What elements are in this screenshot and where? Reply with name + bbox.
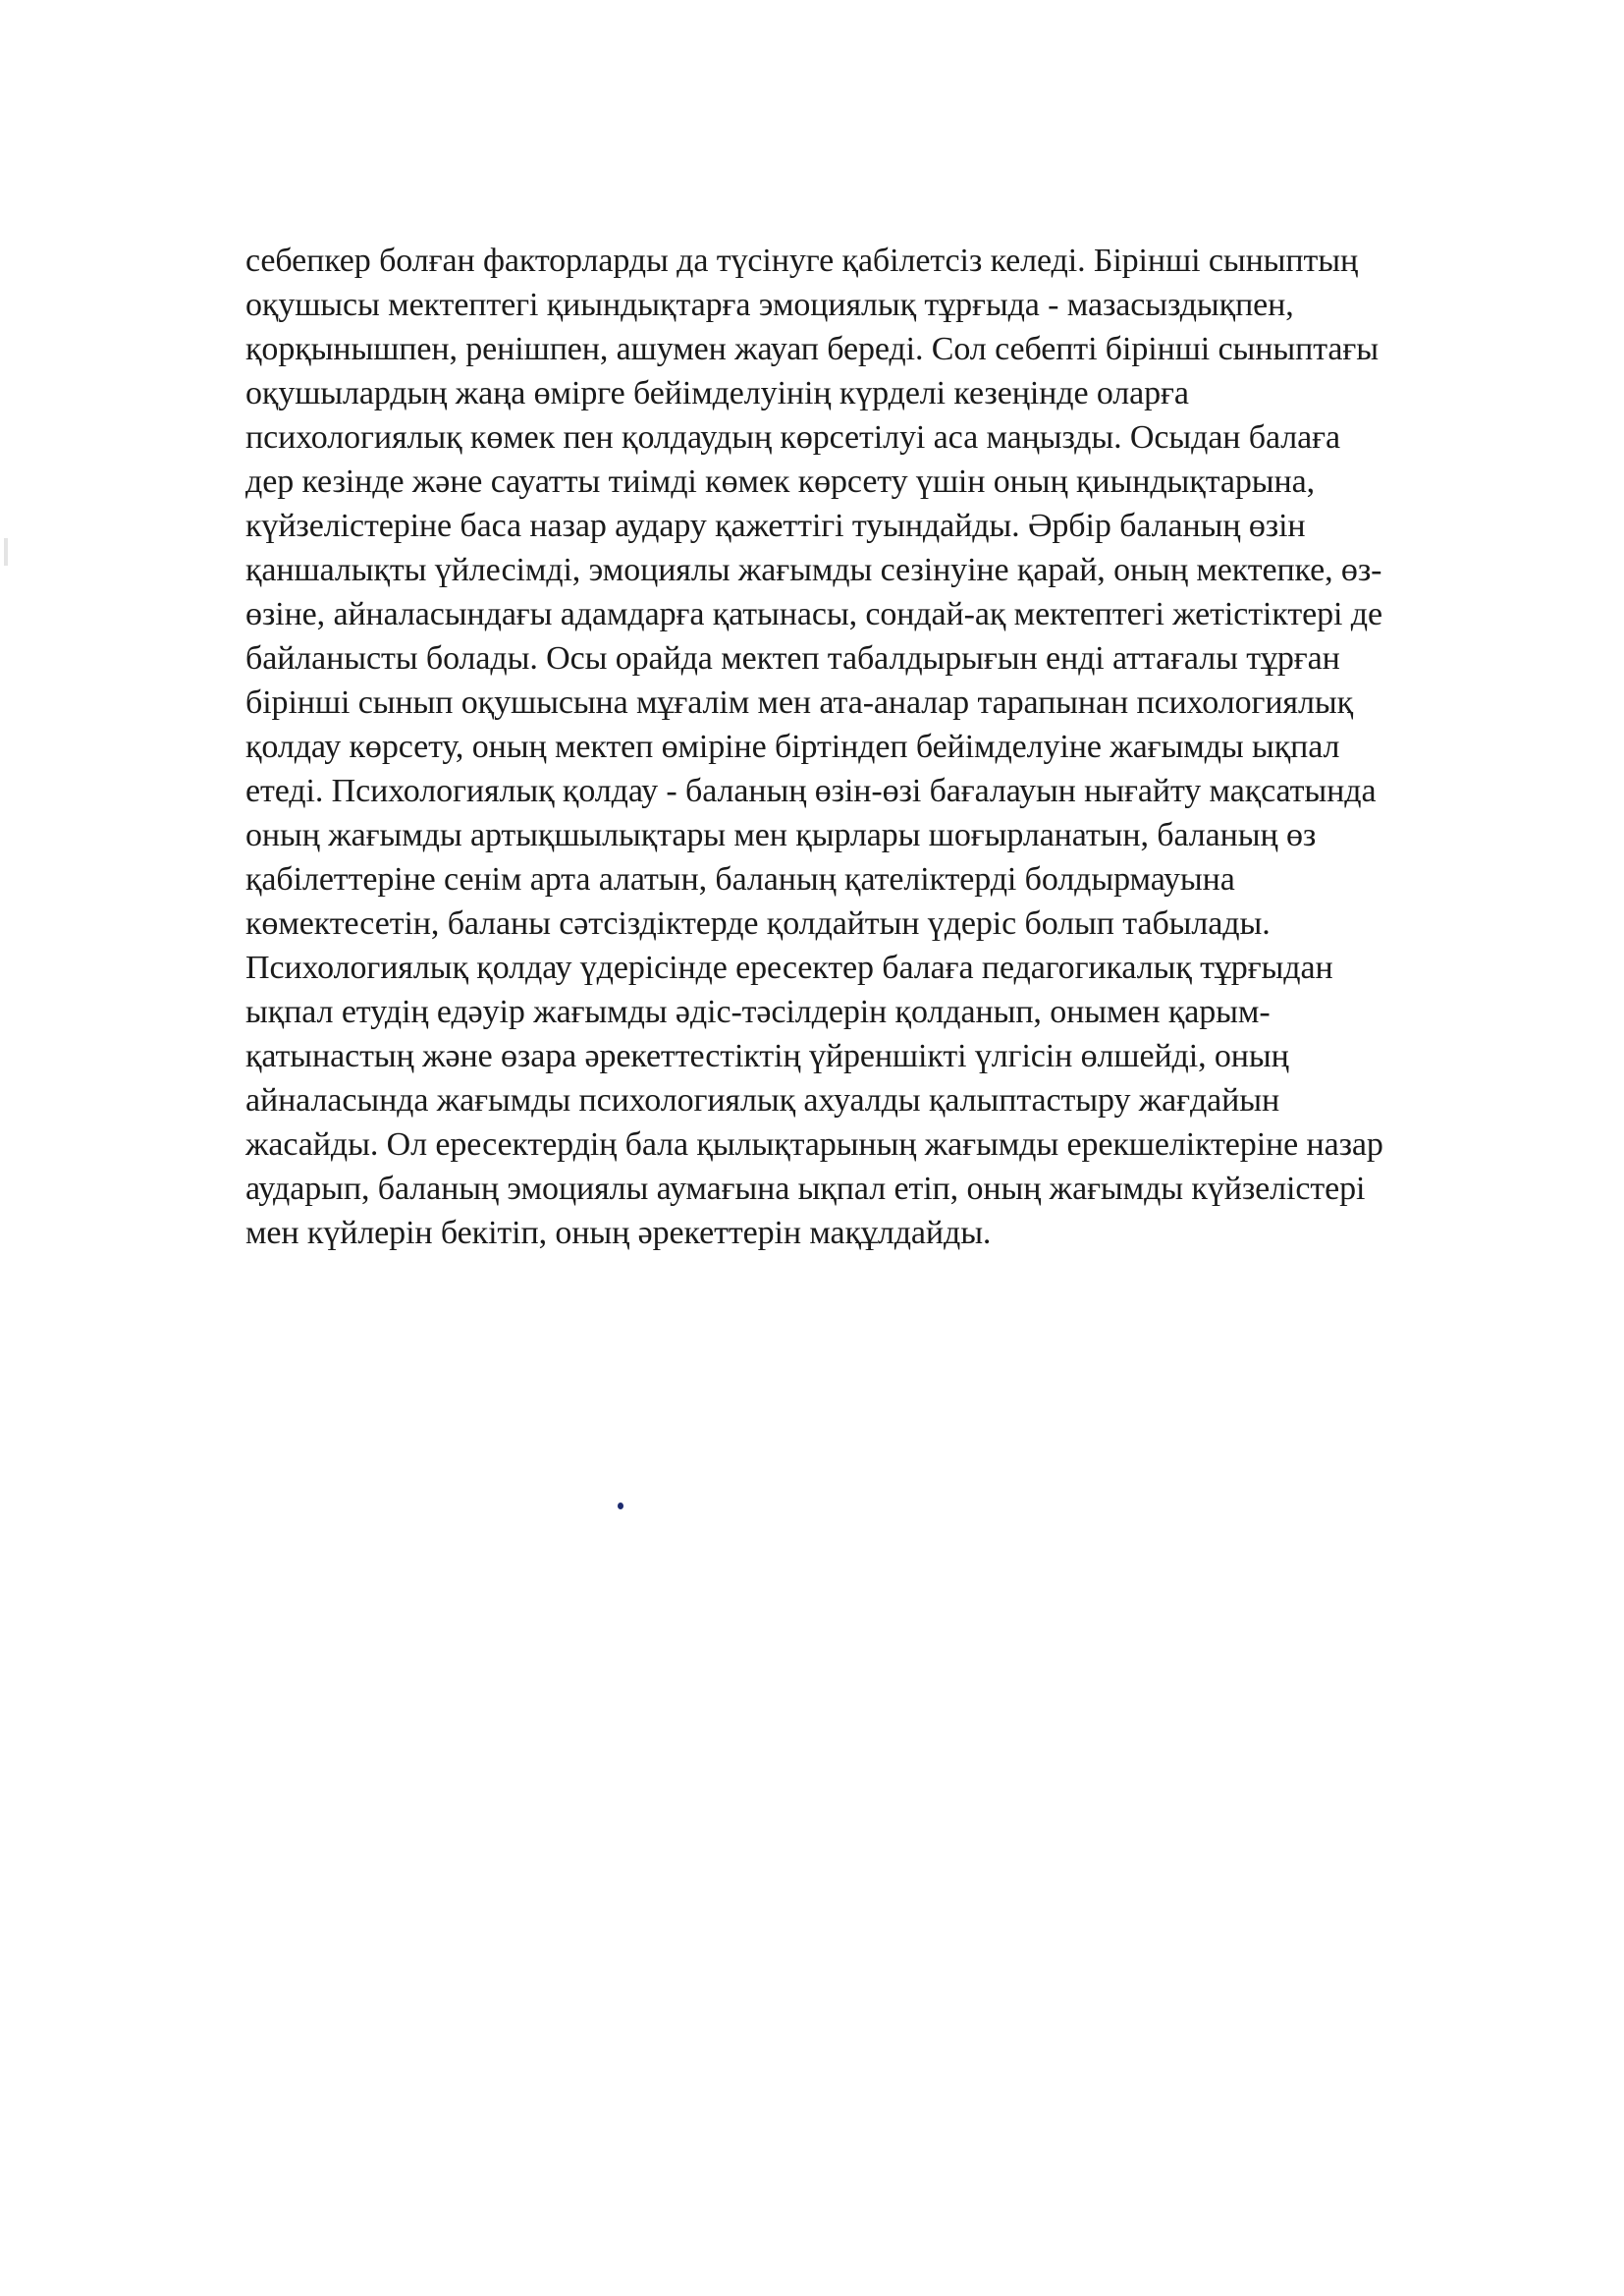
text-line: себепкер болған факторларды да түсінуге қабілетсіз келеді. Бірінші сыныптың <box>245 243 1359 279</box>
text-line: байланысты болады. Осы орайда мектеп табалдырығын енді аттағалы тұрған <box>245 640 1340 677</box>
text-line: қолдау көрсету, оның мектеп өміріне біртіндеп бейімделуіне жағымды ықпал <box>245 729 1340 765</box>
text-line: қабілеттеріне сенім арта алатын, баланың қателіктерді болдырмауына <box>245 861 1235 898</box>
ink-speck <box>618 1503 623 1509</box>
text-line: күйзелістеріне баса назар аудару қажеттігі туындайды. Әрбір баланың өзін <box>245 508 1306 544</box>
text-line: қорқынышпен, ренішпен, ашумен жауап береді. Сол себепті бірінші сыныптағы <box>245 331 1379 367</box>
scan-edge-mark <box>4 538 8 566</box>
text-line: көмектесетін, баланы сәтсіздіктерде қолдайтын үдеріс болып табылады. <box>245 905 1271 942</box>
text-line: оқушысы мектептегі қиындықтарға эмоциялық тұрғыда - мазасыздықпен, <box>245 287 1294 323</box>
text-line: аударып, баланың эмоциялы аумағына ықпал етіп, оның жағымды күйзелістері <box>245 1171 1366 1207</box>
text-line: етеді. Психологиялық қолдау - баланың өзін-өзі бағалауын нығайту мақсатында <box>245 773 1377 809</box>
text-line: оның жағымды артықшылықтары мен қырлары шоғырланатын, баланың өз <box>245 817 1317 853</box>
text-line: ықпал етудің едәуір жағымды әдіс-тәсілдерін қолданып, онымен қарым- <box>245 994 1271 1030</box>
text-line: жасайды. Ол ересектердің бала қылықтарының жағымды ерекшеліктеріне назар <box>245 1126 1383 1163</box>
text-line: өзіне, айналасындағы адамдарға қатынасы, сондай-ақ мектептегі жетістіктері де <box>245 596 1382 632</box>
text-line: қаншалықты үйлесімді, эмоциялы жағымды сезінуіне қарай, оның мектепке, өз- <box>245 552 1382 588</box>
body-paragraph <box>245 239 1512 1255</box>
text-line: мен күйлерін бекітіп, оның әрекеттерін мақұлдайды. <box>245 1215 992 1251</box>
text-line: оқушылардың жаңа өмірге бейімделуінің күрделі кезеңінде оларға <box>245 375 1189 411</box>
text-line: айналасында жағымды психологиялық ахуалды қалыптастыру жағдайын <box>245 1082 1280 1119</box>
text-line: психологиялық көмек пен қолдаудың көрсетілуі аса маңызды. Осыдан балаға <box>245 419 1340 456</box>
text-line: дер кезінде және сауатты тиімді көмек көрсету үшін оның қиындықтарына, <box>245 464 1315 500</box>
text-line: қатынастың және өзара әрекеттестіктің үйреншікті үлгісін өлшейді, оның <box>245 1038 1289 1074</box>
text-line: Психологиялық қолдау үдерісінде ересектер балаға педагогикалық тұрғыдан <box>245 950 1333 986</box>
text-line: бірінші сынып оқушысына мұғалім мен ата-аналар тарапынан психологиялық <box>245 684 1353 721</box>
